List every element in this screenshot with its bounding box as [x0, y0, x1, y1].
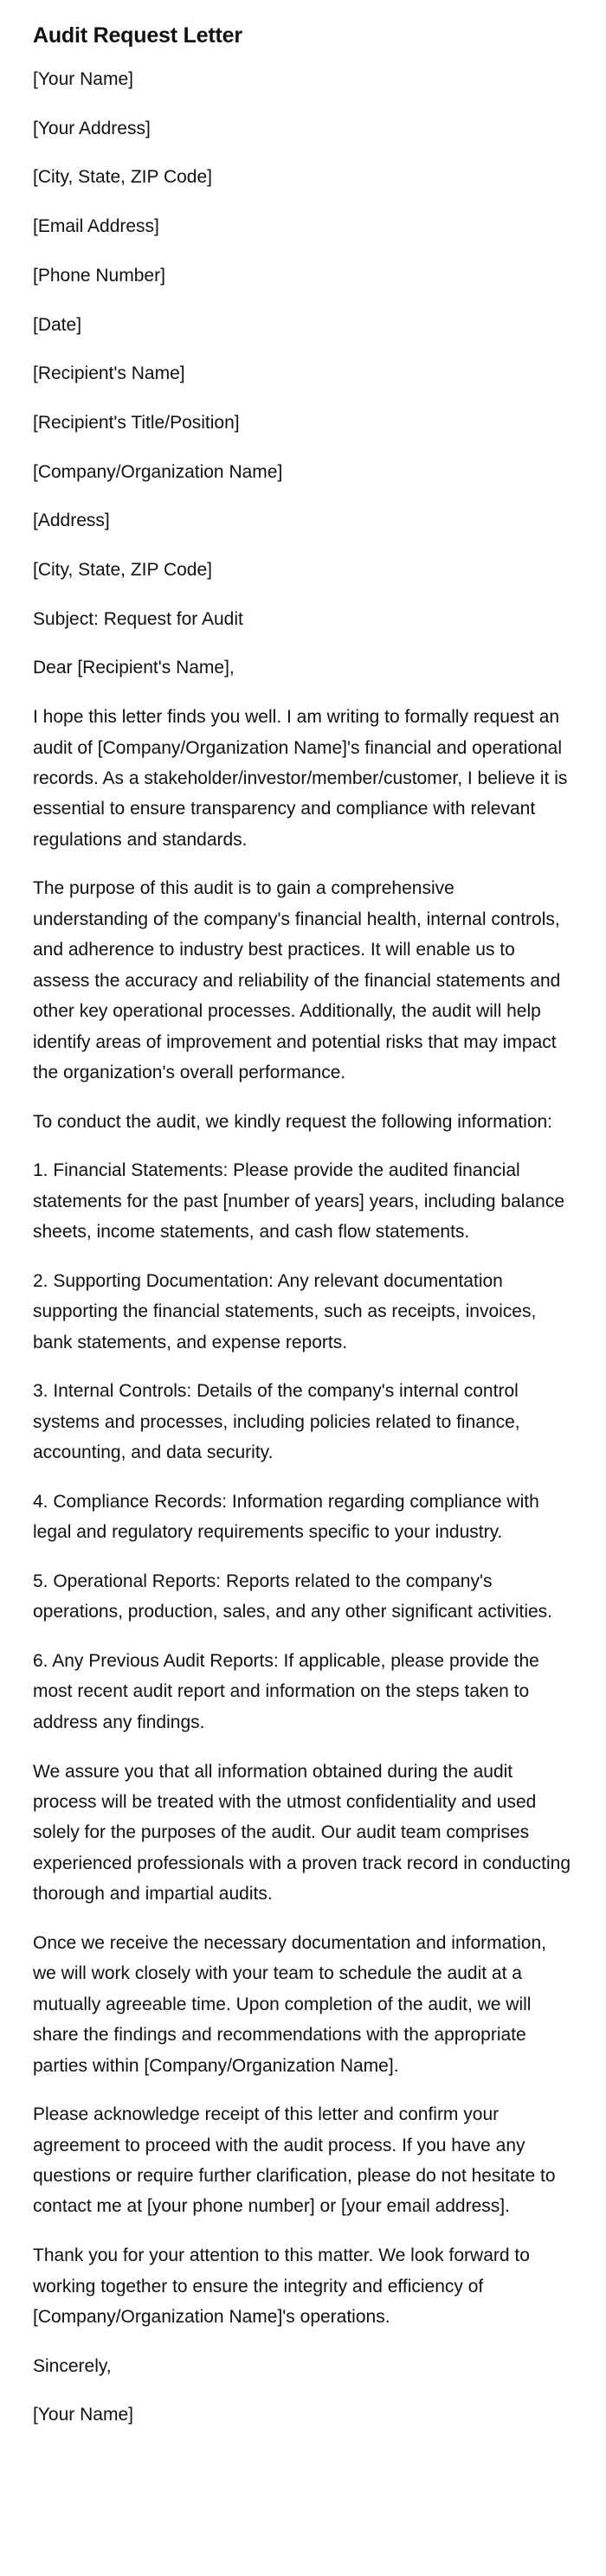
- body-paragraph-acknowledge: Please acknowledge receipt of this letter and confirm your agreement to proceed with the audit process. If you have any questions or require further clarification, please do not hesitate to contact me at [your phone number] or [your email address].: [33, 2104, 556, 2217]
- list-item-previous-audit-reports: 6. Any Previous Audit Reports: If applicable, please provide the most recent audit report and information on the steps taken to address any findings.: [33, 1651, 539, 1732]
- body-paragraph-confidentiality: We assure you that all information obtained during the audit process will be treated with the utmost confidentiality and used solely for the purposes of the audit. Our audit team comprises experienced professionals with a proven track record in conducting thorough and impartial audits.: [33, 1761, 571, 1905]
- list-item-compliance-records: 4. Compliance Records: Information regarding compliance with legal and regulatory requirements specific to your industry.: [33, 1491, 539, 1543]
- recipient-company: [Company/Organization Name]: [33, 461, 283, 482]
- body-paragraph-thanks: Thank you for your attention to this matter. We look forward to working together to ensure the integrity and efficiency of [Company/Organization Name]'s operations.: [33, 2245, 530, 2327]
- sender-email: [Email Address]: [33, 216, 159, 237]
- body-paragraph-request: To conduct the audit, we kindly request the following information:: [33, 1111, 553, 1132]
- sender-name: [Your Name]: [33, 69, 133, 89]
- closing: Sincerely,: [33, 2355, 112, 2376]
- recipient-city-state-zip: [City, State, ZIP Code]: [33, 560, 212, 581]
- document-title: Audit Request Letter: [33, 23, 242, 48]
- list-item-internal-controls: 3. Internal Controls: Details of the company's internal control systems and processes, including policies related to finance, accounting, and data security.: [33, 1381, 520, 1463]
- body-paragraph-purpose: The purpose of this audit is to gain a comprehensive understanding of the company's financial health, internal controls, and adherence to industry best practices. It will enable us to assess the accuracy and reliability of the financial statements and other key operational processes. Additionally, the audit will help identify areas of improvement and potential risks that may impact the organization's overall performance.: [33, 878, 561, 1082]
- body-paragraph-scheduling: Once we receive the necessary documentation and information, we will work closely with your team to schedule the audit at a mutually agreeable time. Upon completion of the audit, we will share the findings and recommendations with the appropriate parties within [Company/Organization Name].: [33, 1932, 546, 2076]
- recipient-title: [Recipient's Title/Position]: [33, 412, 240, 433]
- list-item-supporting-documentation: 2. Supporting Documentation: Any relevant documentation supporting the financial statements, such as receipts, invoices, bank statements, and expense reports.: [33, 1270, 537, 1352]
- recipient-address: [Address]: [33, 511, 110, 531]
- subject-line: Subject: Request for Audit: [33, 608, 243, 629]
- body-paragraph-intro: I hope this letter finds you well. I am writing to formally request an audit of [Company/Organization Name]'s financial and operational records. As a stakeholder/investor/member/customer, I believe it is essential to ensure transparency and compliance with relevant regulations and standards.: [33, 707, 568, 850]
- signature-name: [Your Name]: [33, 2405, 133, 2425]
- sender-city-state-zip: [City, State, ZIP Code]: [33, 167, 212, 188]
- letter-date: [Date]: [33, 314, 82, 335]
- sender-phone: [Phone Number]: [33, 265, 165, 286]
- salutation: Dear [Recipient's Name],: [33, 658, 235, 678]
- recipient-name: [Recipient's Name]: [33, 363, 185, 384]
- list-item-financial-statements: 1. Financial Statements: Please provide the audited financial statements for the past [number of years] years, including balance sheets, income statements, and cash flow statements.: [33, 1160, 564, 1243]
- sender-address: [Your Address]: [33, 118, 151, 138]
- list-item-operational-reports: 5. Operational Reports: Reports related to the company's operations, production, sales, and any other significant activities.: [33, 1571, 553, 1622]
